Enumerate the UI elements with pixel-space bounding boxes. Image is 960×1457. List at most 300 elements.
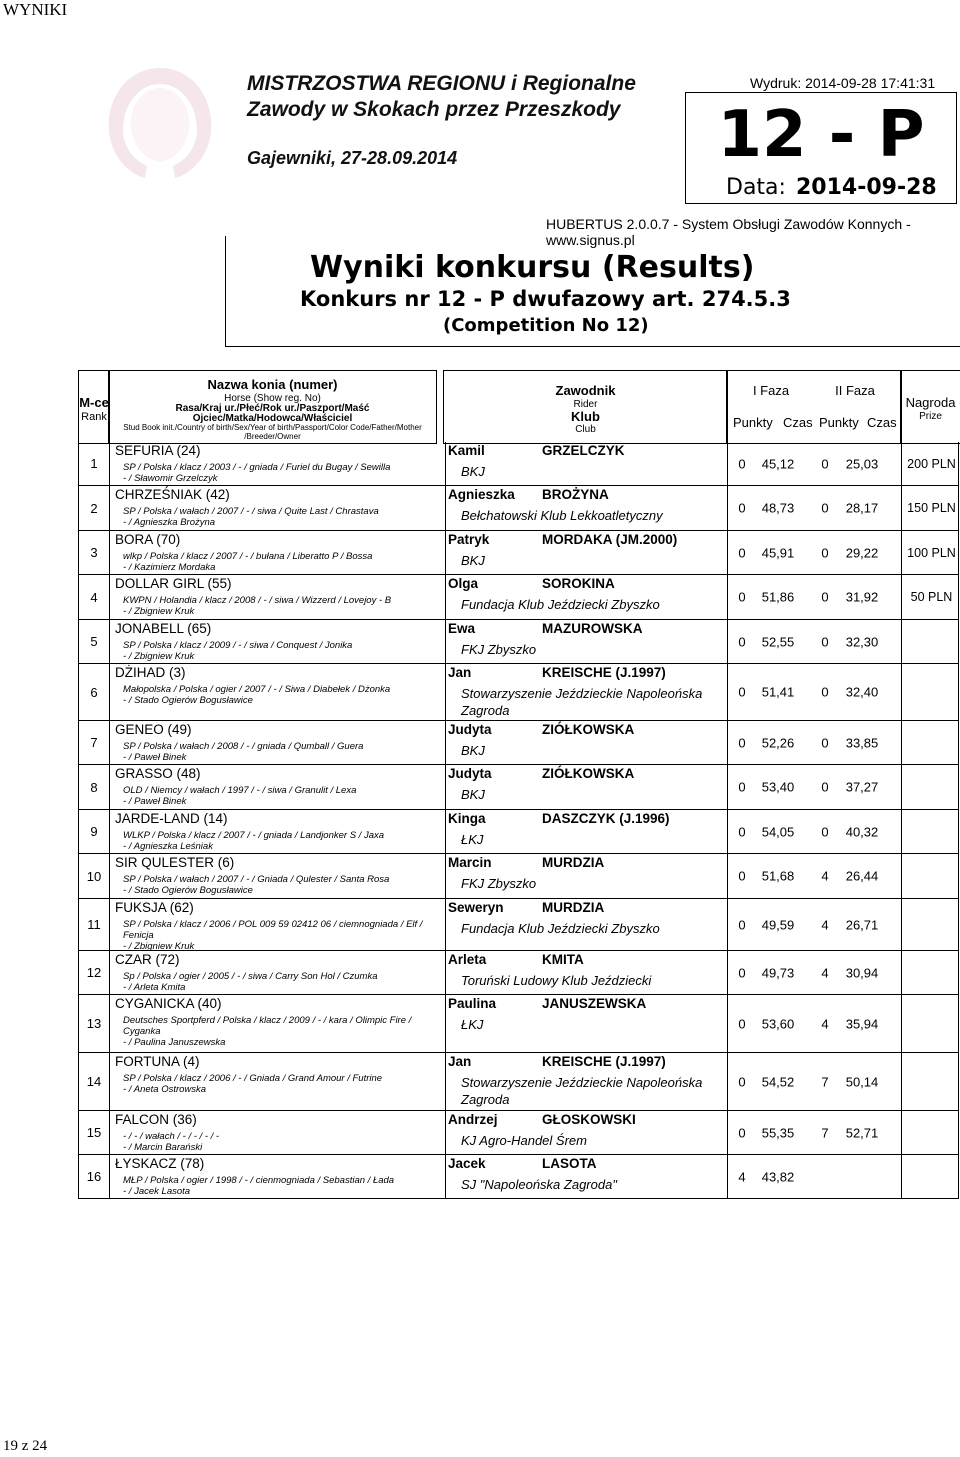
horse-cell: [109, 1155, 443, 1198]
phase1-points: 0: [738, 545, 746, 560]
horse-detail-line: SP / Polska / wałach / 2008 / - / gniada / Qumball / Guera: [123, 741, 364, 752]
horse-detail-line: SP / Polska / klacz / 2006 / - / Gniada / Grand Amour / Futrine: [123, 1073, 383, 1084]
table-row: [78, 442, 959, 486]
club-name: Bełchatowski Klub Lekkoatletyczny: [461, 508, 663, 523]
club-name: BKJ: [461, 787, 485, 802]
horse-cell: [109, 575, 443, 619]
rider-last-name: ZIÓŁKOWSKA: [542, 766, 635, 781]
header-rank-pl: M-ce: [79, 395, 109, 410]
prize-cell: [901, 899, 960, 950]
phase2-time: 26,44: [845, 868, 879, 884]
horse-name: CYGANICKA (40): [115, 996, 222, 1011]
horse-name: FUKSJA (62): [115, 900, 194, 915]
result-cell: [727, 765, 902, 809]
phase1-points: 0: [738, 1016, 746, 1031]
header-horse-pl: Nazwa konia (numer): [207, 377, 338, 392]
horse-cell: [109, 765, 443, 809]
horse-detail-line: OLD / Niemcy / wałach / 1997 / - / siwa / Granulit / Lexa: [123, 785, 357, 796]
horse-detail-line: SP / Polska / klacz / 2006 / POL 009 59 02412 06 / ciemnogniada / Elf / Fenicja: [123, 919, 423, 941]
rider-first-name: Agnieszka: [448, 487, 515, 502]
rider-last-name: GRZELCZYK: [542, 443, 625, 458]
rider-first-name: Seweryn: [448, 900, 504, 915]
competition-box: [685, 92, 957, 204]
header-phase1: I Faza: [752, 383, 790, 398]
rider-cell: [445, 1111, 728, 1154]
phase2-points: 0: [821, 500, 829, 516]
rank-cell: 8: [79, 765, 110, 809]
phase2-time: 30,94: [845, 965, 879, 980]
horse-details: [123, 785, 441, 807]
rider-last-name: SOROKINA: [542, 576, 615, 591]
rider-cell: [445, 1053, 728, 1110]
rank-cell: 16: [79, 1155, 110, 1198]
rider-first-name: Jan: [448, 1054, 472, 1069]
horse-details: [123, 874, 441, 896]
rider-last-name: LASOTA: [542, 1156, 597, 1171]
horse-detail-line: - / Paulina Januszewska: [123, 1037, 226, 1048]
header-rider-pl: Zawodnik: [555, 383, 616, 398]
club-name: Stowarzyszenie Jeździeckie Napoleońska Zagroda: [461, 1075, 703, 1107]
rank-cell: 6: [79, 664, 110, 720]
horse-name: SIR QULESTER (6): [115, 855, 235, 870]
table-row: [78, 765, 959, 810]
phase2-points: 0: [821, 589, 829, 605]
rider-first-name: Andrzej: [448, 1112, 498, 1127]
table-row: [78, 486, 959, 531]
rider-last-name: KREISCHE (J.1997): [542, 1054, 666, 1069]
rider-cell: [445, 1155, 728, 1198]
horse-detail-line: - / Zbigniew Kruk: [123, 941, 195, 952]
horse-name: DOLLAR GIRL (55): [115, 576, 232, 591]
table-row: [78, 899, 959, 951]
rider-cell: [445, 664, 728, 720]
phase1-time: 51,86: [761, 589, 795, 605]
result-cell: [727, 1053, 902, 1110]
club-name: Stowarzyszenie Jeździeckie Napoleońska Zagroda: [461, 686, 703, 718]
horse-cell: [109, 899, 443, 950]
phase1-time: 51,68: [761, 868, 795, 884]
header-club-pl: Klub: [571, 409, 600, 424]
rank-cell: 10: [79, 854, 110, 898]
result-cell: [727, 810, 902, 853]
horse-details: [123, 595, 441, 617]
prize-cell: [901, 810, 960, 853]
prize-cell: [901, 486, 960, 530]
rider-first-name: Olga: [448, 576, 479, 591]
horse-details: [123, 830, 441, 852]
club-name: FKJ Zbyszko: [461, 642, 537, 657]
horse-detail-line: - / Agnieszka Leśniak: [123, 841, 213, 852]
table-row: [78, 1155, 959, 1199]
result-cell: [727, 620, 902, 663]
horse-detail-line: - / Arleta Kmita: [123, 982, 186, 993]
prize-amount: 50 PLN: [910, 590, 953, 604]
phase2-time: 50,14: [845, 1074, 879, 1089]
header-time1: Czas: [783, 415, 813, 430]
horse-name: BORA (70): [115, 532, 181, 547]
horse-details: [123, 971, 441, 993]
phase1-points: 0: [738, 589, 746, 605]
header-horse-sub1: Rasa/Kraj ur./Płeć/Rok ur./Paszport/Maść: [175, 403, 370, 414]
header-phase2: II Faza: [835, 383, 875, 398]
rider-cell: [445, 995, 728, 1052]
results-title: Wyniki konkursu (Results): [310, 250, 755, 285]
phase1-time: 55,35: [761, 1125, 795, 1140]
horse-detail-line: SP / Polska / klacz / 2003 / - / gniada / Furiel du Bugay / Sewilla: [123, 462, 391, 473]
header-points1: Punkty: [733, 415, 773, 430]
event-title-line1: MISTRZOSTWA REGIONU i Regionalne: [247, 72, 636, 95]
phase1-points: 0: [738, 1125, 746, 1140]
phase2-time: 35,94: [845, 1016, 879, 1031]
table-row: [78, 854, 959, 899]
rider-cell: [445, 486, 728, 530]
page-counter: 19 z 24: [3, 1438, 48, 1454]
horse-details: [123, 1015, 441, 1048]
prize-amount: 150 PLN: [907, 501, 956, 515]
header-horse-en: Horse (Show reg. No): [224, 393, 321, 404]
phase2-time: 33,85: [845, 735, 879, 750]
phase2-time: 29,22: [845, 545, 879, 560]
phase1-time: 52,55: [761, 634, 795, 649]
prize-cell: [901, 1053, 960, 1110]
horse-cell: [109, 620, 443, 663]
phase1-points: 0: [738, 500, 746, 516]
prize-cell: [901, 995, 960, 1052]
horse-name: GENEO (49): [115, 722, 192, 737]
horse-cell: [109, 664, 443, 720]
phase1-time: 48,73: [761, 500, 795, 516]
club-name: KJ Agro-Handel Śrem: [461, 1133, 587, 1148]
club-name: BKJ: [461, 743, 485, 758]
phase2-points: 4: [821, 917, 829, 932]
club-name: BKJ: [461, 553, 485, 568]
rank-cell: 12: [79, 951, 110, 994]
phase1-points: 0: [738, 456, 746, 471]
header-rider: [443, 370, 728, 444]
rank-cell: 7: [79, 721, 110, 764]
event-title-line2: Zawody w Skokach przez Przeszkody: [247, 98, 621, 121]
horse-detail-line: SP / Polska / wałach / 2007 / - / Gniada / Qulester / Santa Rosa: [123, 874, 390, 885]
rider-last-name: BROŻYNA: [542, 487, 609, 502]
horse-detail-line: - / Sławomir Grzelczyk: [123, 473, 218, 484]
phase1-time: 54,52: [761, 1074, 795, 1089]
phase1-time: 54,05: [761, 824, 795, 839]
horse-cell: [109, 531, 443, 574]
horse-detail-line: WLKP / Polska / klacz / 2007 / - / gniada / Landjonker S / Jaxa: [123, 830, 385, 841]
phase1-time: 49,73: [761, 965, 795, 980]
horse-name: ŁYSKACZ (78): [115, 1156, 205, 1171]
table-row: [78, 1111, 959, 1155]
table-row: [78, 620, 959, 664]
club-name: Fundacja Klub Jeździecki Zbyszko: [461, 921, 660, 936]
horse-details: [123, 741, 441, 763]
result-cell: [727, 531, 902, 574]
rider-last-name: MAZUROWSKA: [542, 621, 643, 636]
horse-detail-line: - / Paweł Binek: [123, 796, 187, 807]
rider-last-name: KREISCHE (J.1997): [542, 665, 666, 680]
competition-subtitle: Konkurs nr 12 - P dwufazowy art. 274.5.3: [300, 287, 791, 311]
phase1-points: 0: [738, 735, 746, 750]
phase2-time: 26,71: [845, 917, 879, 932]
horse-details: [123, 1073, 441, 1095]
competition-date-label: Data:: [726, 175, 786, 200]
club-name: SJ "Napoleońska Zagroda": [461, 1177, 617, 1192]
header-horse-sub-en1: Stud Book init./Country of birth/Sex/Year of birth/Passport/Color Code/Father/Mother: [123, 423, 422, 432]
horse-details: [123, 919, 441, 952]
header-results: [726, 370, 902, 444]
phase1-time: 43,82: [761, 1169, 795, 1184]
rider-cell: [445, 810, 728, 853]
competition-number: 12 - P: [717, 98, 925, 172]
rank-cell: 9: [79, 810, 110, 853]
horse-detail-line: - / Agnieszka Brożyna: [123, 517, 216, 528]
horse-cell: [109, 810, 443, 853]
horse-cell: [109, 951, 443, 994]
result-cell: [727, 854, 902, 898]
horse-detail-line: - / Jacek Lasota: [123, 1186, 191, 1197]
rank-cell: 13: [79, 995, 110, 1052]
phase2-time: 52,71: [845, 1125, 879, 1140]
rider-first-name: Judyta: [448, 722, 492, 737]
horse-detail-line: Małopolska / Polska / ogier / 2007 / - / Siwa / Diabełek / Dżonka: [123, 684, 391, 695]
rider-cell: [445, 531, 728, 574]
software-credit: HUBERTUS 2.0.0.7 - System Obsługi Zawodów Konnych - www.signus.pl: [546, 216, 911, 248]
phase2-points: 0: [821, 456, 829, 471]
rider-first-name: Jan: [448, 665, 472, 680]
phase1-time: 45,12: [761, 456, 795, 471]
club-name: BKJ: [461, 464, 485, 479]
rider-first-name: Judyta: [448, 766, 492, 781]
rider-cell: [445, 899, 728, 950]
rider-last-name: GŁOSKOWSKI: [542, 1112, 636, 1127]
horse-detail-line: - / Stado Ogierów Bogusławice: [123, 885, 253, 896]
prize-cell: [901, 765, 960, 809]
horse-detail-line: wlkp / Polska / klacz / 2007 / - / bułana / Liberatto P / Bossa: [123, 551, 373, 562]
horse-details: [123, 684, 441, 706]
rider-cell: [445, 575, 728, 619]
horse-detail-line: - / Paweł Binek: [123, 752, 187, 763]
result-cell: [727, 442, 902, 485]
horse-detail-line: SP / Polska / klacz / 2009 / - / siwa / Conquest / Jonika: [123, 640, 353, 651]
horse-details: [123, 640, 441, 662]
prize-cell: [901, 1111, 960, 1154]
prize-cell: [901, 1155, 960, 1198]
club-name: ŁKJ: [461, 832, 484, 847]
phase1-time: 49,59: [761, 917, 795, 932]
horse-details: [123, 1175, 441, 1197]
prize-cell: [901, 951, 960, 994]
rider-last-name: MURDZIA: [542, 855, 605, 870]
event-location-date: Gajewniki, 27-28.09.2014: [247, 148, 458, 168]
rider-last-name: KMITA: [542, 952, 584, 967]
phase2-time: 25,03: [845, 456, 879, 471]
table-row: [78, 721, 959, 765]
header-points2: Punkty: [819, 415, 859, 430]
horse-cell: [109, 442, 443, 485]
horse-detail-line: MŁP / Polska / ogier / 1998 / - / cienmogniada / Sebastian / Łada: [123, 1175, 395, 1186]
horse-name: GRASSO (48): [115, 766, 201, 781]
rider-last-name: DASZCZYK (J.1996): [542, 811, 670, 826]
phase1-points: 0: [738, 684, 746, 700]
horse-cell: [109, 995, 443, 1052]
rider-first-name: Patryk: [448, 532, 490, 547]
horse-detail-line: - / Zbigniew Kruk: [123, 651, 195, 662]
result-cell: [727, 1111, 902, 1154]
horse-name: DŻIHAD (3): [115, 665, 186, 680]
prize-cell: [901, 531, 960, 574]
club-name: ŁKJ: [461, 1017, 484, 1032]
club-name: Fundacja Klub Jeździecki Zbyszko: [461, 597, 660, 612]
phase1-points: 0: [738, 1074, 746, 1089]
horse-detail-line: - / Aneta Ostrowska: [123, 1084, 207, 1095]
rider-cell: [445, 951, 728, 994]
horse-detail-line: - / Zbigniew Kruk: [123, 606, 195, 617]
horse-detail-line: Sp / Polska / ogier / 2005 / - / siwa / Carry Son Hol / Czumka: [123, 971, 378, 982]
phase1-time: 45,91: [761, 545, 795, 560]
table-row: [78, 951, 959, 995]
rider-first-name: Ewa: [448, 621, 476, 636]
rider-cell: [445, 442, 728, 485]
rider-last-name: JANUSZEWSKA: [542, 996, 647, 1011]
prize-cell: [901, 575, 960, 619]
phase2-points: 0: [821, 779, 829, 795]
horse-cell: [109, 486, 443, 530]
rider-cell: [445, 765, 728, 809]
phase2-time: 32,30: [845, 634, 879, 649]
result-cell: [727, 995, 902, 1052]
table-row: [78, 1053, 959, 1111]
phase2-time: 32,40: [845, 684, 879, 700]
horse-name: JARDE-LAND (14): [115, 811, 228, 826]
phase1-points: 0: [738, 634, 746, 649]
horse-detail-line: - / - / wałach / - / - / - / -: [123, 1131, 220, 1142]
rider-cell: [445, 620, 728, 663]
prize-amount: 200 PLN: [907, 456, 956, 471]
print-timestamp: Wydruk: 2014-09-28 17:41:31: [750, 75, 936, 91]
horse-name: FALCON (36): [115, 1112, 197, 1127]
table-row: [78, 664, 959, 721]
rank-cell: 1: [79, 442, 110, 485]
rider-last-name: MURDZIA: [542, 900, 605, 915]
table-row: [78, 531, 959, 575]
rider-first-name: Paulina: [448, 996, 497, 1011]
rider-first-name: Kamil: [448, 443, 485, 458]
result-cell: [727, 664, 902, 720]
horse-detail-line: - / Marcin Barański: [123, 1142, 203, 1153]
phase1-points: 0: [738, 868, 746, 884]
horse-details: [123, 462, 441, 484]
result-cell: [727, 1155, 902, 1198]
horseshoe-logo: [85, 48, 235, 198]
horse-detail-line: Deutsches Sportpferd / Polska / klacz / 2009 / - / kara / Olimpic Fire / Cyganka: [123, 1015, 412, 1037]
prize-cell: [901, 721, 960, 764]
phase2-time: 37,27: [845, 779, 879, 795]
phase1-points: 4: [738, 1169, 746, 1184]
phase2-points: 0: [821, 545, 829, 560]
phase2-points: 4: [821, 868, 829, 884]
horse-name: JONABELL (65): [115, 621, 212, 636]
rider-first-name: Marcin: [448, 855, 492, 870]
header-prize-pl: Nagroda: [905, 395, 956, 410]
prize-cell: [901, 442, 960, 485]
phase1-time: 52,26: [761, 735, 795, 750]
results-table: [78, 442, 959, 1199]
result-cell: [727, 951, 902, 994]
rider-first-name: Kinga: [448, 811, 486, 826]
horse-cell: [109, 854, 443, 898]
header-club-en: Club: [575, 424, 596, 435]
rider-first-name: Jacek: [448, 1156, 486, 1171]
phase2-points: 7: [821, 1125, 829, 1140]
header-time2: Czas: [867, 415, 897, 430]
table-row: [78, 810, 959, 854]
phase2-time: 28,17: [845, 500, 879, 516]
header-rank: [78, 370, 110, 444]
rider-cell: [445, 721, 728, 764]
phase2-points: 4: [821, 965, 829, 980]
header-prize-en: Prize: [919, 411, 942, 422]
result-cell: [727, 486, 902, 530]
rider-first-name: Arleta: [448, 952, 487, 967]
phase2-points: 4: [821, 1016, 829, 1031]
horse-detail-line: KWPN / Holandia / klacz / 2008 / - / siwa / Wizzerd / Lovejoy - B: [123, 595, 392, 606]
rider-last-name: ZIÓŁKOWSKA: [542, 722, 635, 737]
rank-cell: 14: [79, 1053, 110, 1110]
horse-name: FORTUNA (4): [115, 1054, 200, 1069]
prize-amount: 100 PLN: [907, 545, 956, 560]
rank-cell: 2: [79, 486, 110, 530]
phase2-points: 0: [821, 634, 829, 649]
phase2-points: 0: [821, 684, 829, 700]
horse-details: [123, 551, 441, 573]
phase2-time: 40,32: [845, 824, 879, 839]
horse-name: CZAR (72): [115, 952, 180, 967]
phase1-points: 0: [738, 917, 746, 932]
table-row: [78, 995, 959, 1053]
table-row: [78, 575, 959, 620]
horse-details: [123, 1131, 441, 1153]
result-cell: [727, 899, 902, 950]
header-horse-sub2: Ojciec/Matka/Hodowca/Właściciel: [192, 413, 353, 424]
phase1-points: 0: [738, 965, 746, 980]
rank-cell: 4: [79, 575, 110, 619]
window-title: WYNIKI: [3, 0, 68, 19]
header-horse-sub-en2: /Breeder/Owner: [244, 432, 301, 441]
horse-detail-line: SP / Polska / wałach / 2007 / - / siwa / Quite Last / Chrastava: [123, 506, 379, 517]
rank-cell: 11: [79, 899, 110, 950]
header-prize: [900, 370, 960, 444]
header-rider-en: Rider: [573, 399, 598, 410]
horse-name: SEFURIA (24): [115, 443, 201, 458]
prize-cell: [901, 854, 960, 898]
rank-cell: 3: [79, 531, 110, 574]
horse-cell: [109, 1053, 443, 1110]
prize-cell: [901, 620, 960, 663]
competition-date: 2014-09-28: [796, 175, 937, 200]
horse-name: CHRZEŚNIAK (42): [115, 487, 230, 502]
header-rank-en: Rank: [81, 411, 107, 423]
competition-subtitle-en: (Competition No 12): [443, 315, 649, 336]
phase1-time: 53,60: [761, 1016, 795, 1031]
horse-detail-line: - / Stado Ogierów Bogusławice: [123, 695, 253, 706]
phase2-time: 31,92: [845, 589, 879, 605]
prize-cell: [901, 664, 960, 720]
header-horse: [108, 370, 437, 444]
phase1-points: 0: [738, 779, 746, 795]
horse-cell: [109, 721, 443, 764]
rank-cell: 5: [79, 620, 110, 663]
phase2-points: 0: [821, 735, 829, 750]
